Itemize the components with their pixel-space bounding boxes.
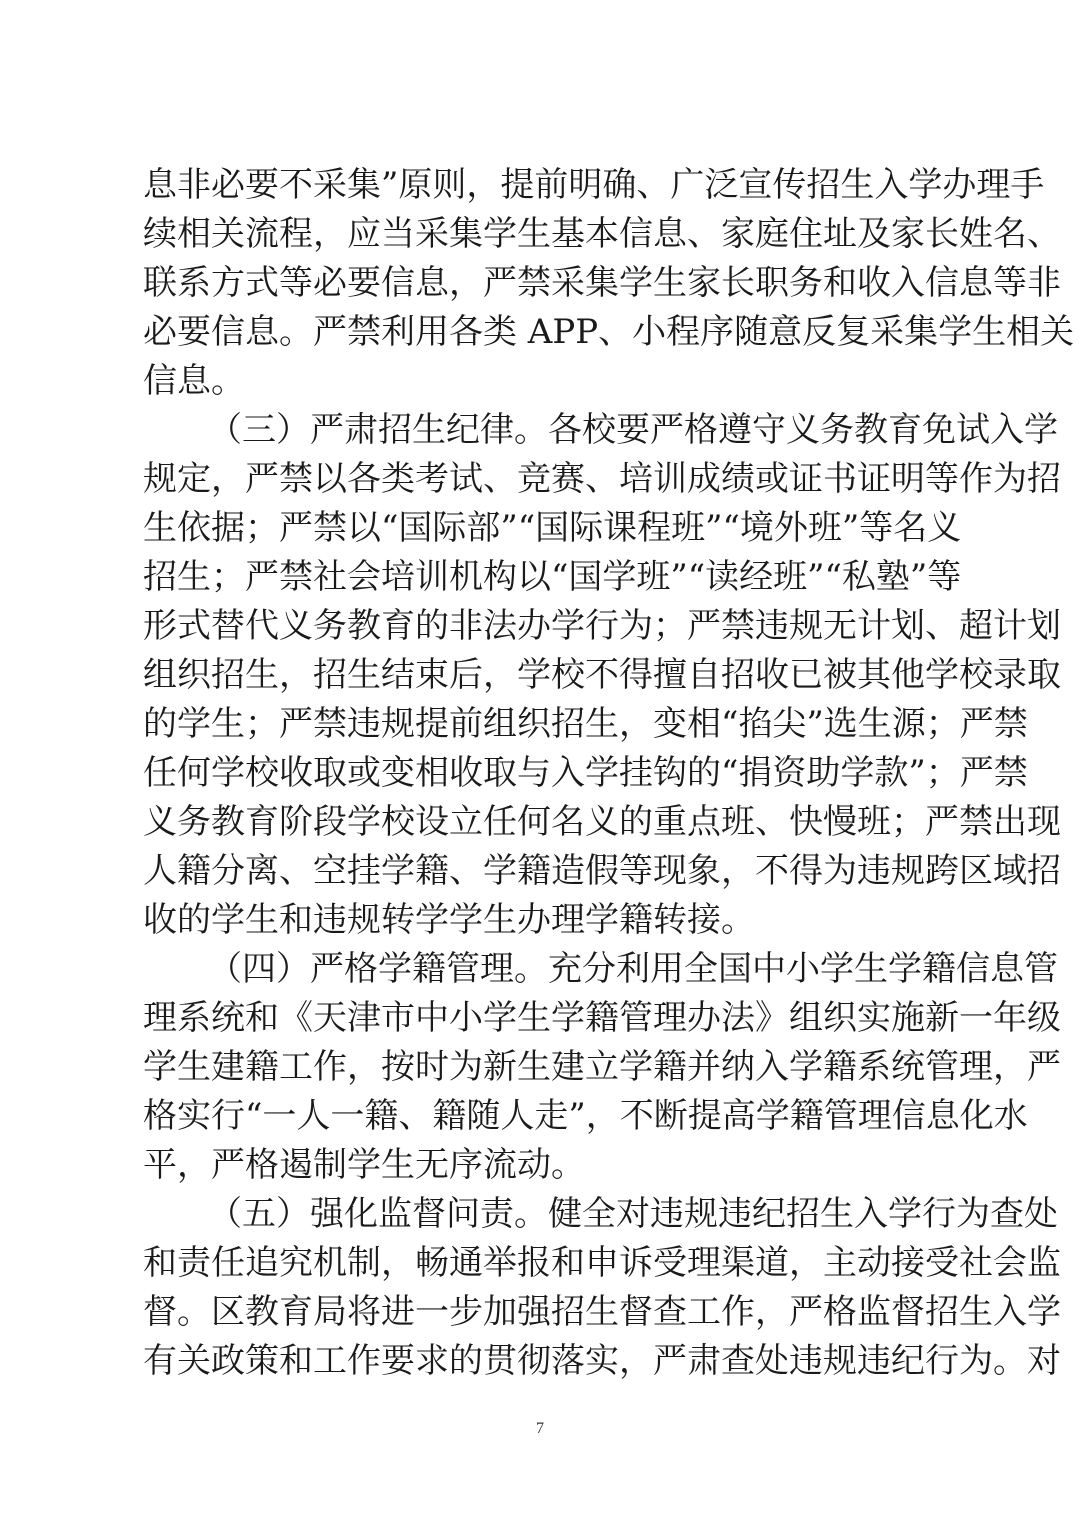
text-line: 收的学生和违规转学学生办理学籍转接。	[143, 900, 755, 940]
text-line: 的学生；严禁违规提前组织招生，变相“掐尖”选生源；严禁	[143, 704, 1028, 744]
text-line: 有关政策和工作要求的贯彻落实，严肃查处违规违纪行为。对	[143, 1341, 1061, 1381]
text-line: 学生建籍工作，按时为新生建立学籍并纳入学籍系统管理，严	[143, 1047, 1061, 1087]
text-line: 规定，严禁以各类考试、竞赛、培训成绩或证书证明等作为招	[143, 459, 1061, 499]
text-line: 理系统和《天津市中小学生学籍管理办法》组织实施新一年级	[143, 998, 1061, 1038]
text-line: 义务教育阶段学校设立任何名义的重点班、快慢班；严禁出现	[143, 802, 1061, 842]
text-line: 招生；严禁社会培训机构以“国学班”“读经班”“私塾”等	[143, 557, 962, 597]
text-line: 和责任追究机制，畅通举报和申诉受理渠道，主动接受社会监	[143, 1243, 1061, 1283]
text-line: 必要信息。严禁利用各类 APP、小程序随意反复采集学生相关	[143, 312, 1075, 352]
text-line: 息非必要不采集”原则，提前明确、广泛宣传招生入学办理手	[143, 165, 1045, 205]
text-line: 联系方式等必要信息，严禁采集学生家长职务和收入信息等非	[143, 263, 1061, 303]
text-line: 组织招生，招生结束后，学校不得擅自招收已被其他学校录取	[143, 655, 1061, 695]
text-line: 人籍分离、空挂学籍、学籍造假等现象，不得为违规跨区域招	[143, 851, 1061, 891]
text-line: 续相关流程，应当采集学生基本信息、家庭住址及家长姓名、	[143, 214, 1061, 254]
text-line: 格实行“一人一籍、籍随人走”，不断提高学籍管理信息化水	[143, 1096, 1028, 1136]
text-line: 任何学校收取或变相收取与入学挂钩的“捐资助学款”；严禁	[143, 753, 1028, 793]
page-number: 7	[536, 1420, 544, 1437]
text-line: 形式替代义务教育的非法办学行为；严禁违规无计划、超计划	[143, 606, 1061, 646]
section-heading-line: （三）严肃招生纪律。各校要严格遵守义务教育免试入学	[208, 410, 1058, 450]
section-heading-line: （五）强化监督问责。健全对违规违纪招生入学行为查处	[208, 1194, 1058, 1234]
section-heading-line: （四）严格学籍管理。充分利用全国中小学生学籍信息管	[208, 949, 1058, 989]
text-line: 督。区教育局将进一步加强招生督查工作，严格监督招生入学	[143, 1292, 1061, 1332]
text-line: 信息。	[143, 361, 245, 401]
text-line: 平，严格遏制学生无序流动。	[143, 1145, 585, 1185]
text-line: 生依据；严禁以“国际部”“国际课程班”“境外班”等名义	[143, 508, 962, 548]
